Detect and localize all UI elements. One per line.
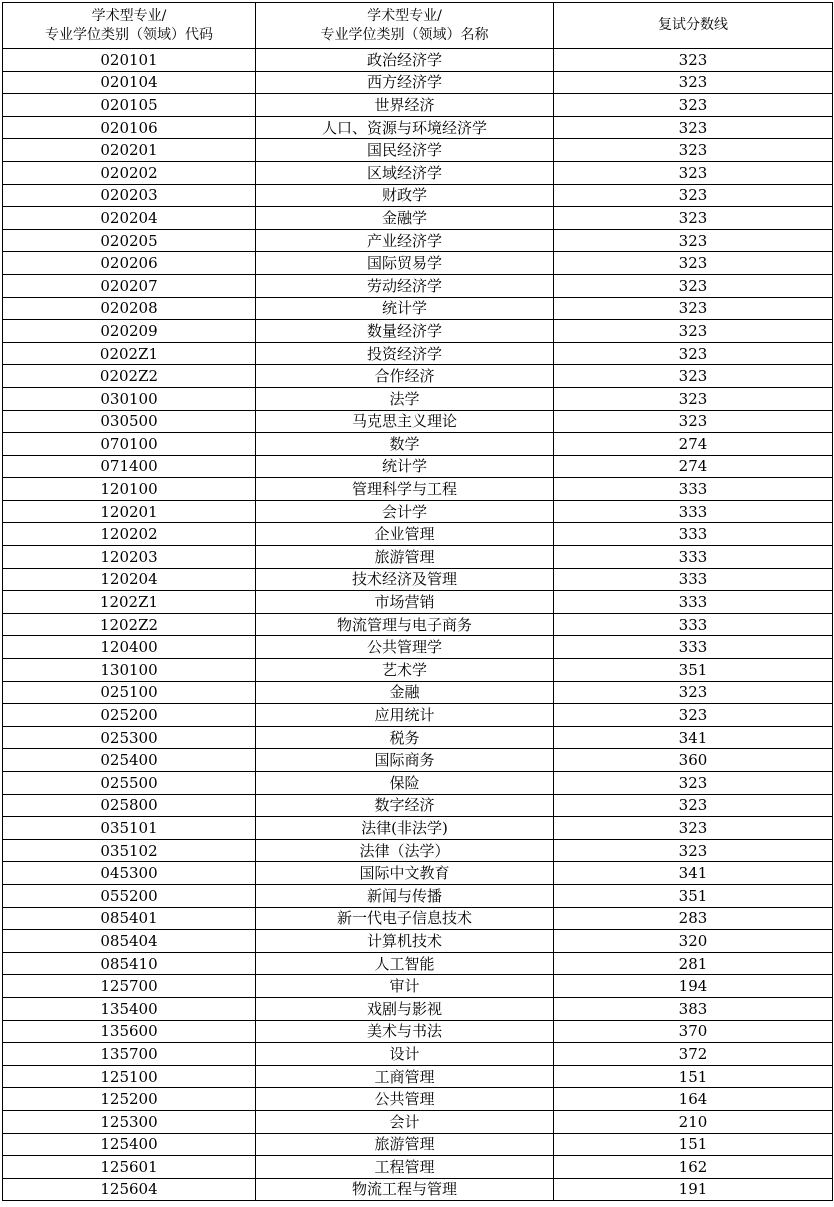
cell-code: 125400	[3, 1133, 256, 1156]
cell-score: 323	[554, 116, 833, 139]
cell-name: 应用统计	[256, 704, 554, 727]
cell-score: 274	[554, 433, 833, 456]
cell-code: 085410	[3, 952, 256, 975]
cell-score: 333	[554, 546, 833, 569]
cell-code: 035102	[3, 839, 256, 862]
table-row	[3, 794, 833, 817]
table-row	[3, 591, 833, 614]
cell-score: 281	[554, 952, 833, 975]
header-code-line2: 专业学位类别（领域）代码	[45, 26, 213, 43]
cell-score: 323	[554, 794, 833, 817]
cell-name: 企业管理	[256, 523, 554, 546]
cell-name: 劳动经济学	[256, 274, 554, 297]
cell-name: 新闻与传播	[256, 884, 554, 907]
cell-code: 135700	[3, 1043, 256, 1066]
cell-name: 艺术学	[256, 659, 554, 682]
cell-score: 151	[554, 1065, 833, 1088]
cell-code: 020101	[3, 49, 256, 72]
cell-code: 020207	[3, 274, 256, 297]
cell-score: 323	[554, 139, 833, 162]
table-row	[3, 613, 833, 636]
cell-code: 0202Z2	[3, 365, 256, 388]
cell-score: 341	[554, 862, 833, 885]
table-row	[3, 1020, 833, 1043]
table-row	[3, 636, 833, 659]
score-table	[2, 2, 833, 1201]
cell-name: 金融	[256, 681, 554, 704]
cell-name: 市场营销	[256, 591, 554, 614]
cell-score: 333	[554, 523, 833, 546]
table-row	[3, 252, 833, 275]
cell-name: 数学	[256, 433, 554, 456]
cell-score: 323	[554, 49, 833, 72]
cell-code: 025500	[3, 772, 256, 795]
table-row	[3, 1088, 833, 1111]
cell-score: 333	[554, 478, 833, 501]
table-row	[3, 817, 833, 840]
header-score-label: 复试分数线	[658, 17, 728, 33]
cell-name: 人工智能	[256, 952, 554, 975]
cell-name: 戏剧与影视	[256, 997, 554, 1020]
table-row	[3, 71, 833, 94]
cell-name: 物流管理与电子商务	[256, 613, 554, 636]
cell-score: 341	[554, 726, 833, 749]
table-row	[3, 726, 833, 749]
cell-score: 323	[554, 207, 833, 230]
cell-name: 数字经济	[256, 794, 554, 817]
cell-score: 323	[554, 229, 833, 252]
cell-code: 025100	[3, 681, 256, 704]
cell-name: 工商管理	[256, 1065, 554, 1088]
cell-score: 283	[554, 907, 833, 930]
table-row	[3, 1110, 833, 1133]
cell-name: 金融学	[256, 207, 554, 230]
cell-name: 法学	[256, 387, 554, 410]
cell-code: 135400	[3, 997, 256, 1020]
cell-score: 323	[554, 94, 833, 117]
cell-name: 国际商务	[256, 749, 554, 772]
header-code-line1: 学术型专业/	[91, 7, 167, 24]
cell-name: 新一代电子信息技术	[256, 907, 554, 930]
cell-code: 120203	[3, 546, 256, 569]
cell-name: 国民经济学	[256, 139, 554, 162]
table-row	[3, 749, 833, 772]
header-score	[554, 3, 833, 49]
cell-name: 审计	[256, 975, 554, 998]
cell-code: 125601	[3, 1156, 256, 1179]
header-name-line2: 专业学位类别（领域）名称	[320, 26, 489, 43]
cell-code: 055200	[3, 884, 256, 907]
table-row	[3, 772, 833, 795]
header-name	[256, 3, 554, 49]
cell-code: 020106	[3, 116, 256, 139]
cell-score: 370	[554, 1020, 833, 1043]
table-row	[3, 184, 833, 207]
table-row	[3, 1043, 833, 1066]
table-row	[3, 862, 833, 885]
table-row	[3, 1133, 833, 1156]
cell-name: 马克思主义理论	[256, 410, 554, 433]
cell-name: 西方经济学	[256, 71, 554, 94]
cell-code: 020105	[3, 94, 256, 117]
table-row	[3, 500, 833, 523]
table-body	[3, 49, 833, 1201]
cell-code: 135600	[3, 1020, 256, 1043]
cell-code: 020208	[3, 297, 256, 320]
cell-code: 045300	[3, 862, 256, 885]
header-row	[3, 3, 833, 49]
table-row	[3, 139, 833, 162]
table-row	[3, 297, 833, 320]
cell-name: 工程管理	[256, 1156, 554, 1179]
cell-code: 0202Z1	[3, 342, 256, 365]
cell-score: 333	[554, 613, 833, 636]
cell-code: 120202	[3, 523, 256, 546]
table-row	[3, 523, 833, 546]
cell-code: 025400	[3, 749, 256, 772]
cell-code: 1202Z1	[3, 591, 256, 614]
cell-name: 设计	[256, 1043, 554, 1066]
cell-name: 旅游管理	[256, 1133, 554, 1156]
cell-score: 323	[554, 71, 833, 94]
table-row	[3, 1156, 833, 1179]
cell-code: 020202	[3, 161, 256, 184]
cell-score: 323	[554, 320, 833, 343]
table-row	[3, 952, 833, 975]
cell-code: 020201	[3, 139, 256, 162]
cell-code: 125300	[3, 1110, 256, 1133]
table-row	[3, 207, 833, 230]
header-name-line1: 学术型专业/	[367, 7, 442, 24]
cell-score: 323	[554, 772, 833, 795]
cell-code: 120201	[3, 500, 256, 523]
cell-score: 383	[554, 997, 833, 1020]
table-header	[3, 3, 833, 49]
cell-score: 191	[554, 1178, 833, 1201]
table-row	[3, 320, 833, 343]
cell-code: 120100	[3, 478, 256, 501]
cell-name: 美术与书法	[256, 1020, 554, 1043]
cell-name: 公共管理学	[256, 636, 554, 659]
cell-score: 323	[554, 184, 833, 207]
cell-code: 030100	[3, 387, 256, 410]
cell-name: 法律（法学）	[256, 839, 554, 862]
cell-name: 财政学	[256, 184, 554, 207]
table-row	[3, 410, 833, 433]
cell-score: 320	[554, 930, 833, 953]
cell-score: 194	[554, 975, 833, 998]
cell-score: 151	[554, 1133, 833, 1156]
table-row	[3, 478, 833, 501]
cell-name: 国际中文教育	[256, 862, 554, 885]
table-row	[3, 997, 833, 1020]
cell-score: 323	[554, 297, 833, 320]
table-row	[3, 1065, 833, 1088]
cell-name: 会计学	[256, 500, 554, 523]
cell-name: 保险	[256, 772, 554, 795]
table-row	[3, 455, 833, 478]
cell-score: 323	[554, 817, 833, 840]
cell-code: 025800	[3, 794, 256, 817]
cell-name: 投资经济学	[256, 342, 554, 365]
cell-code: 130100	[3, 659, 256, 682]
cell-name: 计算机技术	[256, 930, 554, 953]
cell-code: 020204	[3, 207, 256, 230]
cell-name: 合作经济	[256, 365, 554, 388]
cell-code: 085404	[3, 930, 256, 953]
cell-name: 国际贸易学	[256, 252, 554, 275]
cell-name: 政治经济学	[256, 49, 554, 72]
cell-code: 020206	[3, 252, 256, 275]
header-code	[3, 3, 256, 49]
cell-name: 公共管理	[256, 1088, 554, 1111]
cell-name: 统计学	[256, 297, 554, 320]
table-row	[3, 1178, 833, 1201]
cell-code: 085401	[3, 907, 256, 930]
cell-name: 税务	[256, 726, 554, 749]
table-row	[3, 94, 833, 117]
cell-score: 274	[554, 455, 833, 478]
table-row	[3, 681, 833, 704]
cell-code: 025200	[3, 704, 256, 727]
table-row	[3, 659, 833, 682]
table-row	[3, 387, 833, 410]
cell-code: 020209	[3, 320, 256, 343]
cell-score: 323	[554, 365, 833, 388]
table-row	[3, 568, 833, 591]
table-row	[3, 342, 833, 365]
cell-name: 人口、资源与环境经济学	[256, 116, 554, 139]
cell-code: 071400	[3, 455, 256, 478]
table-row	[3, 546, 833, 569]
cell-name: 法律(非法学)	[256, 817, 554, 840]
table-row	[3, 274, 833, 297]
cell-name: 世界经济	[256, 94, 554, 117]
cell-code: 020104	[3, 71, 256, 94]
table-row	[3, 433, 833, 456]
cell-score: 333	[554, 500, 833, 523]
table-row	[3, 839, 833, 862]
cell-score: 333	[554, 591, 833, 614]
cell-code: 120204	[3, 568, 256, 591]
cell-score: 333	[554, 568, 833, 591]
cell-code: 020203	[3, 184, 256, 207]
cell-name: 数量经济学	[256, 320, 554, 343]
table-row	[3, 930, 833, 953]
cell-score: 323	[554, 410, 833, 433]
cell-score: 323	[554, 839, 833, 862]
cell-name: 技术经济及管理	[256, 568, 554, 591]
cell-score: 323	[554, 252, 833, 275]
cell-score: 323	[554, 274, 833, 297]
table-row	[3, 884, 833, 907]
cell-name: 会计	[256, 1110, 554, 1133]
table-row	[3, 704, 833, 727]
cell-score: 323	[554, 704, 833, 727]
cell-score: 323	[554, 387, 833, 410]
table-row	[3, 161, 833, 184]
cell-code: 020205	[3, 229, 256, 252]
cell-code: 025300	[3, 726, 256, 749]
cell-score: 323	[554, 342, 833, 365]
table-row	[3, 975, 833, 998]
cell-score: 351	[554, 884, 833, 907]
cell-name: 物流工程与管理	[256, 1178, 554, 1201]
cell-code: 030500	[3, 410, 256, 433]
cell-score: 372	[554, 1043, 833, 1066]
cell-code: 125100	[3, 1065, 256, 1088]
cell-code: 120400	[3, 636, 256, 659]
cell-code: 125604	[3, 1178, 256, 1201]
cell-name: 产业经济学	[256, 229, 554, 252]
cell-score: 162	[554, 1156, 833, 1179]
cell-score: 351	[554, 659, 833, 682]
table-row	[3, 907, 833, 930]
cell-score: 210	[554, 1110, 833, 1133]
cell-score: 360	[554, 749, 833, 772]
table-row	[3, 49, 833, 72]
cell-score: 323	[554, 161, 833, 184]
cell-score: 164	[554, 1088, 833, 1111]
table-row	[3, 116, 833, 139]
cell-name: 旅游管理	[256, 546, 554, 569]
cell-code: 035101	[3, 817, 256, 840]
cell-code: 070100	[3, 433, 256, 456]
cell-name: 区域经济学	[256, 161, 554, 184]
table-row	[3, 365, 833, 388]
cell-code: 125700	[3, 975, 256, 998]
cell-score: 323	[554, 681, 833, 704]
cell-code: 125200	[3, 1088, 256, 1111]
cell-name: 统计学	[256, 455, 554, 478]
cell-name: 管理科学与工程	[256, 478, 554, 501]
cell-score: 333	[554, 636, 833, 659]
table-row	[3, 229, 833, 252]
cell-code: 1202Z2	[3, 613, 256, 636]
